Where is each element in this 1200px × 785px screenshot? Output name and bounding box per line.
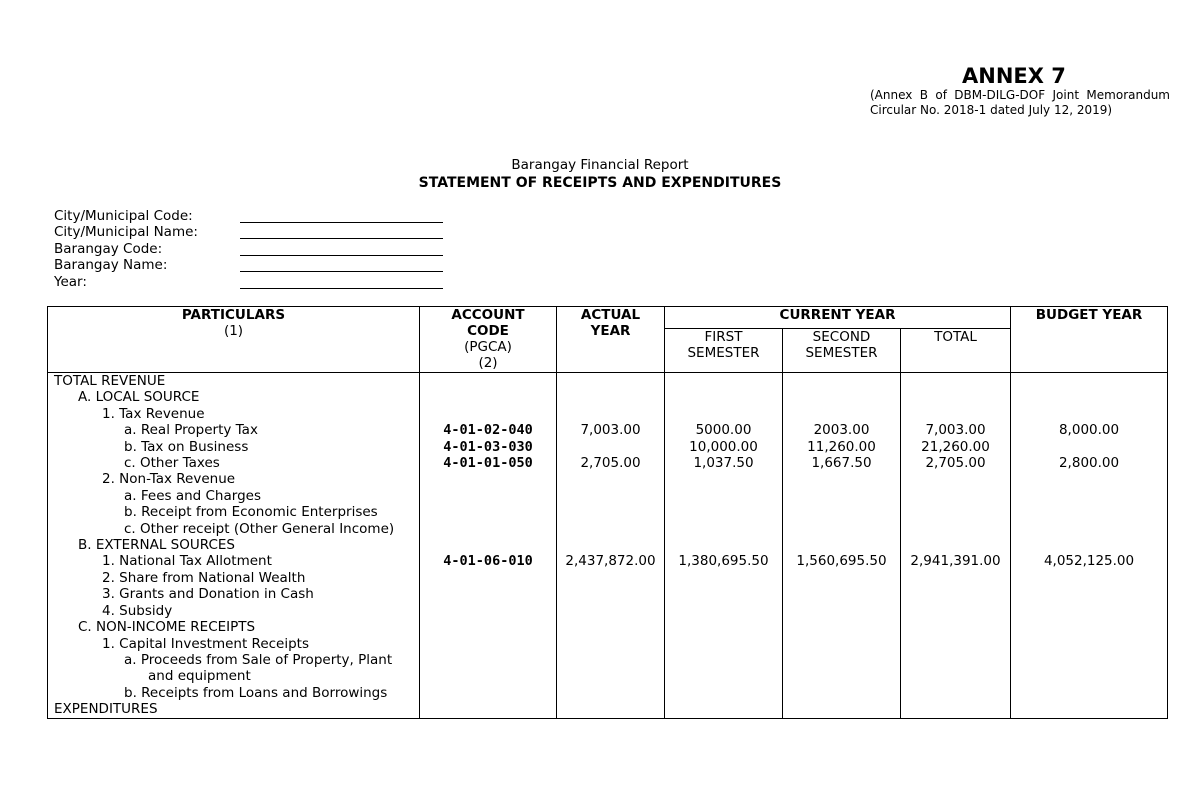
cell-actual [557,603,665,619]
total-label: TOTAL [934,329,977,345]
account-code-label-2: CODE [467,323,509,339]
table-row [48,636,1168,652]
cell-account-code: 4-01-02-040 [420,422,557,438]
cell-account-code [420,570,557,586]
cell-budget [1011,668,1168,684]
cell-actual [557,471,665,487]
cell-actual [557,701,665,718]
cell-account-code [420,488,557,504]
cell-budget [1011,504,1168,520]
cell-particular: TOTAL REVENUE [48,373,420,390]
cell-second [783,570,901,586]
cell-actual [557,389,665,405]
cell-actual [557,537,665,553]
cell-first [665,373,783,390]
col-header-total [901,329,1011,373]
col-header-account-code [420,307,557,373]
receipts-expenditures-table [47,306,1168,719]
table-row [48,422,1168,438]
annex-note-line2: Circular No. 2018-1 dated July 12, 2019) [870,103,1113,117]
cell-account-code [420,586,557,602]
table-row [48,668,1168,684]
cell-total [901,668,1011,684]
cell-account-code [420,619,557,635]
field-label: Barangay Name: [54,257,168,274]
cell-total [901,504,1011,520]
cell-total [901,701,1011,718]
cell-account-code: 4-01-01-050 [420,455,557,471]
annex-block [870,64,1170,118]
cell-budget [1011,619,1168,635]
cell-budget [1011,570,1168,586]
field-blank-line[interactable] [240,288,443,289]
cell-account-code [420,636,557,652]
cell-second [783,471,901,487]
cell-particular: 1. Tax Revenue [48,406,420,422]
cell-total: 2,941,391.00 [901,553,1011,569]
table-body [48,373,1168,719]
cell-actual [557,439,665,455]
cell-second [783,603,901,619]
cell-actual [557,636,665,652]
cell-first [665,586,783,602]
cell-second [783,636,901,652]
field-blank-line[interactable] [240,222,443,223]
cell-budget [1011,636,1168,652]
cell-budget: 2,800.00 [1011,455,1168,471]
cell-total: 2,705.00 [901,455,1011,471]
field-label: City/Municipal Code: [54,208,193,224]
cell-total [901,537,1011,553]
cell-budget [1011,685,1168,701]
cell-second [783,652,901,668]
cell-particular: B. EXTERNAL SOURCES [48,537,420,553]
cell-total [901,652,1011,668]
cell-second: 11,260.00 [783,439,901,455]
table-row [48,586,1168,602]
field-city-municipal-code [54,208,198,224]
cell-first [665,570,783,586]
table-row [48,570,1168,586]
col-header-first-semester [665,329,783,373]
cell-particular: 2. Non-Tax Revenue [48,471,420,487]
cell-first [665,603,783,619]
table-row [48,455,1168,471]
field-label: Year: [54,273,87,290]
cell-budget [1011,373,1168,390]
cell-first [665,701,783,718]
table-row [48,603,1168,619]
actual-label-2: YEAR [590,323,631,339]
cell-second [783,537,901,553]
cell-first [665,668,783,684]
annex-note-line1: (Annex B of DBM-DILG-DOF Joint Memorandum [870,88,1170,102]
cell-total [901,521,1011,537]
cell-particular: b. Tax on Business [48,439,420,455]
cell-actual [557,504,665,520]
col-header-second-semester [783,329,901,373]
cell-first [665,537,783,553]
cell-budget [1011,701,1168,718]
cell-actual [557,668,665,684]
cell-second: 1,560,695.50 [783,553,901,569]
cell-budget: 4,052,125.00 [1011,553,1168,569]
cell-particular: a. Fees and Charges [48,488,420,504]
table-row [48,553,1168,569]
field-blank-line[interactable] [240,271,443,272]
field-year [54,274,198,290]
field-barangay-name [54,257,198,273]
cell-particular: A. LOCAL SOURCE [48,389,420,405]
cell-particular: a. Proceeds from Sale of Property, Plant [48,652,420,668]
cell-actual: 2,705.00 [557,455,665,471]
cell-particular: 1. Capital Investment Receipts [48,636,420,652]
cell-first [665,652,783,668]
cell-actual: 7,003.00 [557,422,665,438]
account-code-label-1: ACCOUNT [451,307,525,323]
col-header-particulars [48,307,420,373]
cell-budget [1011,603,1168,619]
cell-first: 5000.00 [665,422,783,438]
cell-account-code [420,389,557,405]
cell-budget [1011,586,1168,602]
budget-year-label: BUDGET YEAR [1035,307,1143,323]
cell-particular: C. NON-INCOME RECEIPTS [48,619,420,635]
cell-account-code [420,603,557,619]
report-subtitle: Barangay Financial Report [511,157,689,173]
cell-total [901,488,1011,504]
first-label-1: FIRST [704,329,743,345]
cell-account-code [420,406,557,422]
cell-total [901,636,1011,652]
cell-account-code [420,521,557,537]
cell-particular: b. Receipts from Loans and Borrowings [48,685,420,701]
cell-actual [557,652,665,668]
cell-first [665,471,783,487]
cell-second: 2003.00 [783,422,901,438]
field-city-municipal-name [54,224,198,240]
cell-account-code [420,471,557,487]
table-header [48,307,1168,373]
table-row [48,685,1168,701]
cell-particular: EXPENDITURES [48,701,420,718]
cell-account-code [420,537,557,553]
cell-actual [557,488,665,504]
cell-total [901,471,1011,487]
cell-budget [1011,521,1168,537]
cell-budget [1011,439,1168,455]
cell-first [665,619,783,635]
report-title: STATEMENT OF RECEIPTS AND EXPENDITURES [418,175,782,191]
cell-second [783,389,901,405]
cell-second [783,701,901,718]
cell-second [783,668,901,684]
table-row [48,439,1168,455]
cell-second: 1,667.50 [783,455,901,471]
cell-budget [1011,406,1168,422]
col-header-actual-year [557,307,665,373]
current-year-label: CURRENT YEAR [779,307,896,323]
cell-actual [557,406,665,422]
cell-actual [557,685,665,701]
cell-account-code: 4-01-06-010 [420,553,557,569]
table-row [48,389,1168,405]
account-code-label-3: (PGCA) [464,339,512,355]
cell-account-code [420,685,557,701]
cell-total [901,603,1011,619]
cell-first [665,504,783,520]
cell-total [901,586,1011,602]
col-header-current-year [665,307,1011,329]
cell-particular: and equipment [48,668,420,684]
cell-second [783,586,901,602]
cell-account-code: 4-01-03-030 [420,439,557,455]
cell-first [665,389,783,405]
cell-actual [557,619,665,635]
cell-particular: 1. National Tax Allotment [48,553,420,569]
cell-total [901,619,1011,635]
table-row [48,537,1168,553]
cell-second [783,521,901,537]
cell-total: 7,003.00 [901,422,1011,438]
actual-label-1: ACTUAL [580,307,641,323]
particulars-number: (1) [223,323,244,339]
particulars-label: PARTICULARS [181,307,286,323]
table-row [48,373,1168,390]
account-code-number: (2) [478,355,498,371]
cell-actual: 2,437,872.00 [557,553,665,569]
cell-first: 10,000.00 [665,439,783,455]
cell-second [783,685,901,701]
cell-account-code [420,668,557,684]
cell-second [783,406,901,422]
cell-budget [1011,488,1168,504]
cell-first [665,521,783,537]
cell-total [901,570,1011,586]
cell-budget [1011,389,1168,405]
cell-second [783,504,901,520]
field-label: Barangay Code: [54,240,163,257]
cell-budget [1011,537,1168,553]
field-barangay-code [54,241,198,257]
table-row [48,488,1168,504]
cell-particular: b. Receipt from Economic Enterprises [48,504,420,520]
second-label-2: SEMESTER [805,345,878,361]
table-row [48,406,1168,422]
cell-account-code [420,373,557,390]
cell-budget [1011,652,1168,668]
cell-budget [1011,471,1168,487]
cell-total [901,685,1011,701]
cell-particular: 2. Share from National Wealth [48,570,420,586]
cell-actual [557,373,665,390]
cell-account-code [420,701,557,718]
col-header-budget-year [1011,307,1168,373]
cell-second [783,619,901,635]
cell-particular: a. Real Property Tax [48,422,420,438]
table-row [48,701,1168,718]
field-blank-line[interactable] [240,238,443,239]
cell-total [901,406,1011,422]
cell-first: 1,380,695.50 [665,553,783,569]
table-row [48,619,1168,635]
cell-first [665,406,783,422]
annex-title: ANNEX 7 [962,64,1066,88]
cell-particular: c. Other receipt (Other General Income) [48,521,420,537]
cell-account-code [420,652,557,668]
cell-total: 21,260.00 [901,439,1011,455]
first-label-2: SEMESTER [687,345,760,361]
table-row [48,652,1168,668]
field-label: City/Municipal Name: [54,224,198,241]
second-label-1: SECOND [812,329,871,345]
table-row [48,471,1168,487]
cell-particular: c. Other Taxes [48,455,420,471]
field-blank-line[interactable] [240,255,443,256]
cell-second [783,373,901,390]
cell-total [901,373,1011,390]
cell-actual [557,521,665,537]
cell-first [665,685,783,701]
header-fields [54,208,198,290]
table-row [48,504,1168,520]
cell-budget: 8,000.00 [1011,422,1168,438]
cell-first [665,636,783,652]
cell-actual [557,586,665,602]
cell-second [783,488,901,504]
cell-account-code [420,504,557,520]
cell-first: 1,037.50 [665,455,783,471]
cell-total [901,389,1011,405]
cell-particular: 4. Subsidy [48,603,420,619]
cell-actual [557,570,665,586]
cell-particular: 3. Grants and Donation in Cash [48,586,420,602]
cell-first [665,488,783,504]
table-row [48,521,1168,537]
